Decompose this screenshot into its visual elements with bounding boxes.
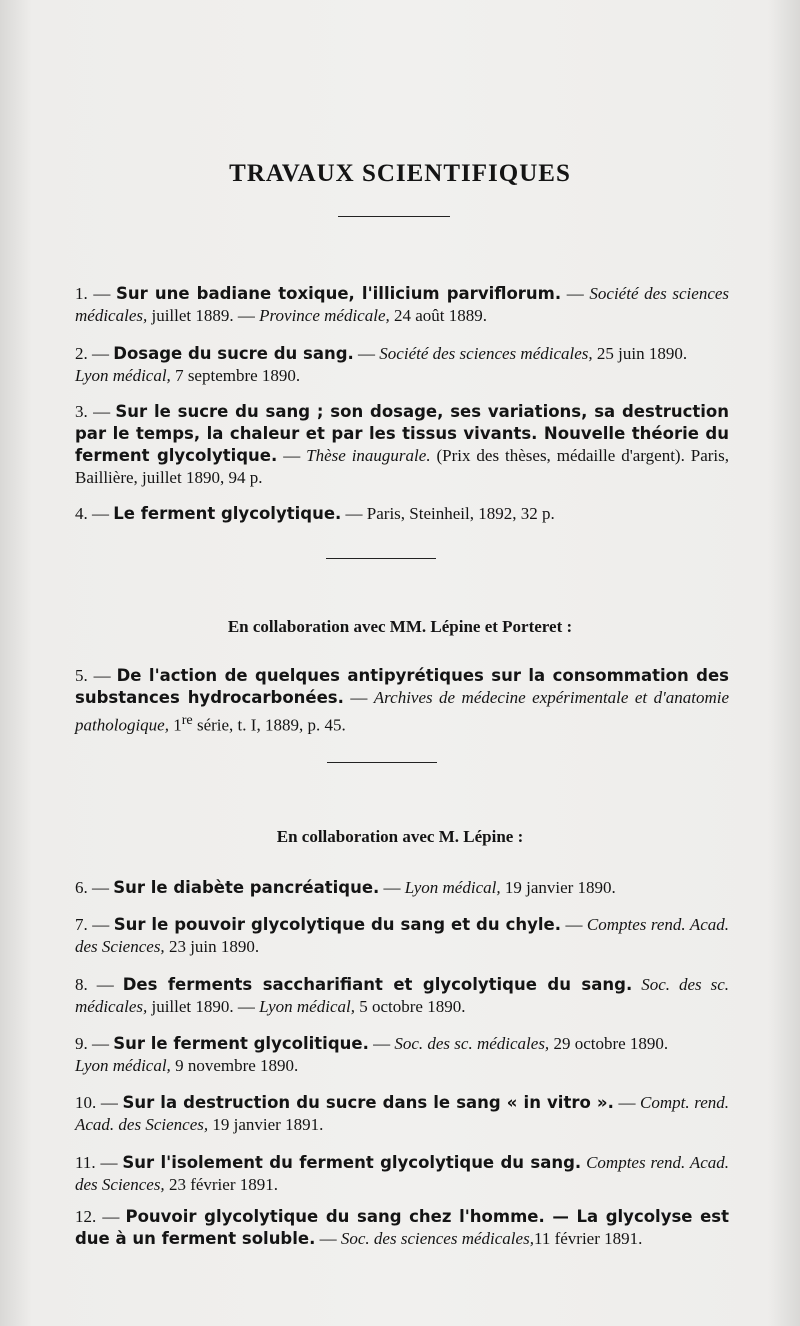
section-divider	[327, 762, 437, 763]
entry-source: Lyon médical,	[259, 997, 355, 1016]
entry-6: 6. — Sur le diabète pancréatique. — Lyon médical, 19 janvier 1890.	[75, 878, 616, 897]
title-rule	[338, 216, 450, 217]
entry-date: 24 août 1889.	[389, 306, 488, 325]
entry-date: 11 février 1891.	[533, 1229, 643, 1248]
entry-number: 9.	[75, 1034, 88, 1053]
entry-title: Sur le diabète pancréatique.	[113, 878, 380, 897]
entry-number: 12.	[75, 1207, 97, 1226]
entry-source: Lyon médical,	[75, 1056, 171, 1075]
entry-date: 23 février 1891.	[164, 1175, 278, 1194]
entry-source: Compt. rend. Acad. des Sciences,	[75, 1093, 729, 1134]
entry-date: 25 juin 1890.	[592, 344, 688, 363]
entry-title: Sur une badiane toxique, l'illicium parviflorum.	[116, 284, 562, 303]
entry-date: 7 septembre 1890.	[170, 366, 301, 385]
entry-number: 1.	[75, 284, 88, 303]
entry-details: série, t. I, 1889, p. 45.	[192, 715, 346, 735]
entry-title: Sur le sucre du sang ; son dosage, ses variations, sa destruction par le temps, la chaleur et par les tissus vivants. Nouvelle théorie du ferment glycolytique.	[75, 402, 729, 465]
entry-superscript: re	[181, 712, 193, 728]
entry-3: 3. — Sur le sucre du sang ; son dosage, ses variations, sa destruction par le temps, la chaleur et par les tissus vivants. Nouvelle théorie du ferment glycolytique. — Thèse inaugurale. (Prix des thèses, médaille d'argent). Paris, Baillière, juillet 1890, 94 p.	[75, 402, 730, 487]
entry-title: Sur le pouvoir glycolytique du sang et du chyle.	[113, 915, 561, 934]
entry-number: 4.	[75, 504, 88, 523]
entry-11: 11. — Sur l'isolement du ferment glycolytique du sang. Comptes rend. Acad. des Sciences, 23 février 1891.	[75, 1153, 729, 1194]
entry-details: (Prix des thèses, médaille d'argent). Paris, Baillière, juillet 1890, 94 p.	[75, 446, 730, 487]
entry-title: Le ferment glycolytique.	[113, 504, 342, 523]
entry-number: 5.	[75, 666, 88, 685]
entry-4: 4. — Le ferment glycolytique. — Paris, Steinheil, 1892, 32 p.	[75, 504, 555, 523]
entry-source: Soc. des sciences médicales,	[340, 1229, 534, 1248]
entry-title: Sur la destruction du sucre dans le sang « in vitro ».	[122, 1093, 614, 1112]
entry-title: Dosage du sucre du sang.	[113, 344, 354, 363]
entry-source: Soc. des sc. médicales,	[75, 975, 730, 1016]
entry-source: Comptes rend. Acad. des Sciences,	[75, 1153, 729, 1194]
entry-8: 8. — Des ferments saccharifiant et glycolytique du sang. Soc. des sc. médicales, juillet 1890. — Lyon médical, 5 octobre 1890.	[75, 975, 730, 1016]
entry-date: juillet 1889. —	[147, 306, 260, 325]
entry-title: Sur le ferment glycolitique.	[113, 1034, 369, 1053]
entry-source: Lyon médical,	[75, 366, 171, 385]
entry-7: 7. — Sur le pouvoir glycolytique du sang et du chyle. — Comptes rend. Acad. des Sciences, 23 juin 1890.	[75, 915, 730, 956]
entry-number: 6.	[75, 878, 88, 897]
entry-source: Thèse inaugurale.	[306, 446, 431, 465]
page-title: TRAVAUX SCIENTIFIQUES	[229, 160, 571, 187]
section-heading-1: En collaboration avec MM. Lépine et Porteret :	[227, 617, 573, 636]
entry-details: Paris, Steinheil, 1892, 32 p.	[366, 504, 555, 523]
entry-12: 12. — Pouvoir glycolytique du sang chez l'homme. — La glycolyse est due à un ferment soluble. — Soc. des sciences médicales,11 février 1891.	[75, 1207, 729, 1248]
entry-number: 11.	[75, 1153, 96, 1172]
entry-details: 1	[168, 715, 182, 735]
entry-title: Sur l'isolement du ferment glycolytique du sang.	[122, 1153, 582, 1172]
entry-number: 7.	[75, 915, 88, 934]
entry-number: 3.	[75, 402, 88, 421]
entry-date: 23 juin 1890.	[164, 937, 260, 956]
entry-title: De l'action de quelques antipyrétiques sur la consommation des substances hydrocarbonées.	[75, 666, 730, 707]
entry-source: Lyon médical,	[404, 878, 501, 897]
entry-source: Province médicale,	[259, 306, 390, 325]
entry-source: Archives de médecine expérimentale et d'anatomie pathologique,	[75, 688, 729, 735]
entry-title: Des ferments saccharifiant et glycolytique du sang.	[122, 975, 633, 994]
entry-title: Pouvoir glycolytique du sang chez l'homme. — La glycolyse est due à un ferment soluble.	[75, 1207, 729, 1248]
entry-1: 1. — Sur une badiane toxique, l'illicium parviflorum. — Société des sciences médicales, juillet 1889. — Province médicale, 24 août 1889.	[75, 284, 730, 325]
section-heading-2: En collaboration avec M. Lépine :	[276, 827, 524, 846]
entry-number: 10.	[75, 1093, 97, 1112]
entry-date: 5 octobre 1890.	[354, 997, 466, 1016]
entry-2: 2. — Dosage du sucre du sang. — Société des sciences médicales, 25 juin 1890. Lyon médical, 7 septembre 1890.	[75, 344, 688, 385]
entry-9: 9. — Sur le ferment glycolitique. — Soc. des sc. médicales, 29 octobre 1890. Lyon médical, 9 novembre 1890.	[75, 1034, 669, 1075]
entry-10: 10. — Sur la destruction du sucre dans le sang « in vitro ». — Compt. rend. Acad. des Sciences, 19 janvier 1891.	[75, 1093, 729, 1134]
entry-source: Comptes rend. Acad. des Sciences,	[75, 915, 730, 956]
entry-date: 29 octobre 1890.	[549, 1034, 669, 1053]
entry-date: 19 janvier 1890.	[500, 878, 616, 897]
entry-source: Société des sciences médicales,	[75, 284, 730, 325]
entry-5: 5. — De l'action de quelques antipyrétiques sur la consommation des substances hydrocarbonées. — Archives de médecine expérimentale et d'anatomie pathologique, 1re série, t. I, 1889, p. 45.	[75, 666, 730, 735]
section-divider	[326, 558, 436, 559]
entry-date: juillet 1890. —	[147, 997, 260, 1016]
entry-source: Société des sciences médicales,	[379, 344, 593, 363]
entry-date: 9 novembre 1890.	[170, 1056, 299, 1075]
entry-number: 2.	[75, 344, 88, 363]
entry-number: 8.	[75, 975, 88, 994]
entry-date: 19 janvier 1891.	[208, 1115, 324, 1134]
entry-source: Soc. des sc. médicales,	[394, 1034, 550, 1053]
